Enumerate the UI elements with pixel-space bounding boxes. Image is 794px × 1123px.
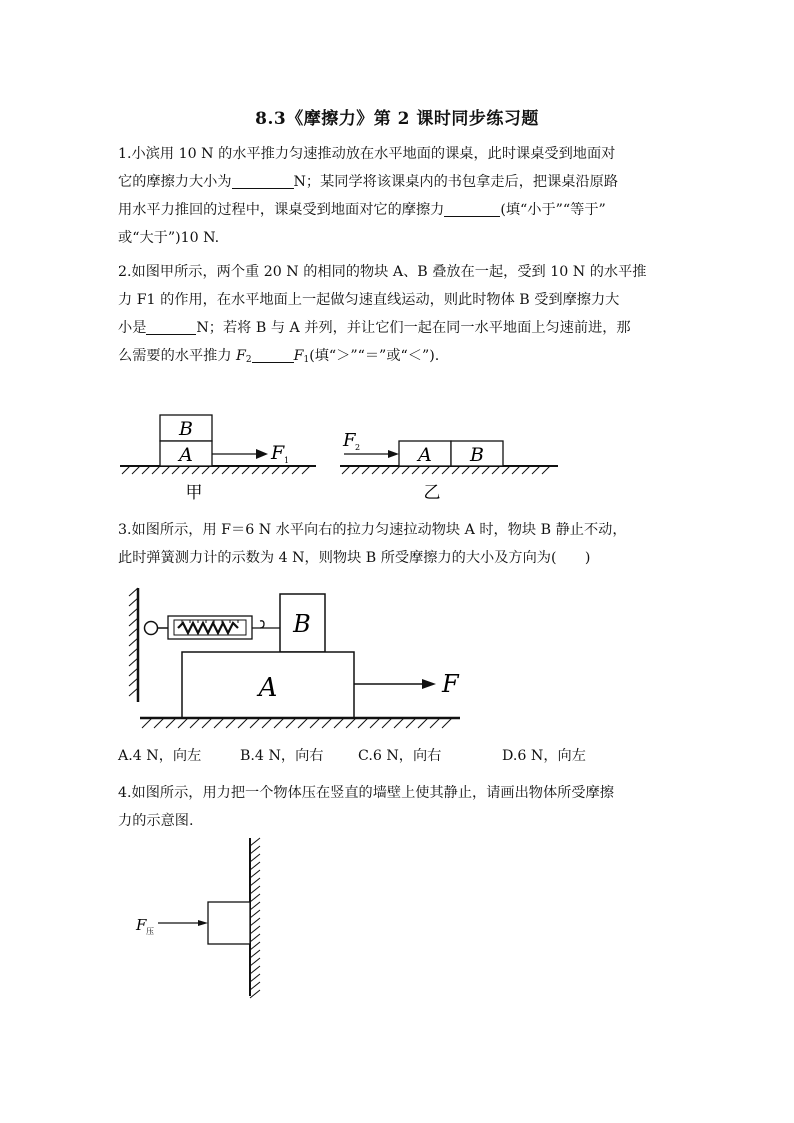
q1-line-2: 它的摩擦力大小为 N；某同学将该课桌内的书包拿走后，把课桌沿原路 — [118, 174, 619, 190]
q1-blank-2[interactable] — [444, 200, 500, 217]
ground-hatching — [120, 466, 316, 474]
q2-blank-1[interactable] — [146, 318, 196, 335]
q3-line-1: 3.如图所示，用 F＝6 N 水平向右的拉力匀速拉动物块 A 时，物块 B 静止不动， — [118, 522, 627, 538]
q1-line-3: 用水平力推回的过程中，课桌受到地面对它的摩擦力 (填“小于”“等于” — [118, 202, 606, 218]
page-title: 8.3《摩擦力》第 2 课时同步练习题 — [255, 109, 539, 129]
press-force-arrowhead — [198, 920, 208, 926]
q2-blank-2[interactable] — [252, 346, 294, 363]
block-b-label: B — [179, 418, 193, 440]
option-a[interactable]: A.4 N，向左 — [118, 748, 202, 764]
figure-jia-caption: 甲 — [185, 483, 203, 503]
force-f1-subscript: 1 — [284, 456, 290, 465]
block-a-label: A — [258, 673, 278, 703]
q3-line-2: 此时弹簧测力计的示数为 4 N，则物块 B 所受摩擦力的大小及方向为( ) — [118, 550, 591, 566]
wall-hatching — [129, 588, 138, 702]
force-f2-subscript: 2 — [355, 443, 361, 452]
question-3 — [118, 516, 678, 572]
figure-jia — [118, 408, 318, 504]
block-a-label: A — [179, 444, 193, 466]
force-f1-label: F — [271, 442, 285, 464]
force-f-arrowhead — [422, 679, 436, 689]
q2-line-3: 小是 N；若将 B 与 A 并列，并让它们一起在同一水平地面上匀速前进，那 — [118, 320, 631, 336]
q1-line-4: 或“大于”)10 N. — [118, 230, 220, 246]
question-2 — [118, 258, 678, 374]
force-f1-arrowhead — [256, 449, 268, 459]
question-4 — [118, 779, 678, 835]
answer-options — [118, 745, 678, 769]
q2-line-2: 力 F1 的作用，在水平地面上一起做匀速直线运动，则此时物体 B 受到摩擦力大 — [118, 292, 620, 308]
spring-ring — [145, 622, 158, 635]
pressed-object — [208, 902, 250, 944]
question-1 — [118, 140, 678, 252]
option-b[interactable]: B.4 N，向右 — [240, 748, 324, 764]
force-f2-arrowhead — [388, 450, 399, 458]
q2-line-1: 2.如图甲所示，两个重 20 N 的相同的物块 A、B 叠放在一起，受到 10 N 的水平推 — [118, 264, 647, 280]
figure-spring-scale — [126, 584, 466, 734]
q1-line-1: 1.小滨用 10 N 的水平推力匀速推动放在水平地面的课桌，此时课桌受到地面对 — [118, 146, 616, 162]
spring-hook — [252, 621, 264, 628]
wall-hatching — [250, 838, 260, 998]
option-d[interactable]: D.6 N，向左 — [502, 748, 586, 764]
spring-scale — [168, 616, 252, 639]
option-c[interactable]: C.6 N，向右 — [358, 748, 442, 764]
block-b-label: B — [470, 444, 484, 466]
force-f-label: F — [442, 670, 459, 698]
ground-hatching — [340, 466, 558, 474]
q4-line-1: 4.如图所示，用力把一个物体压在竖直的墙壁上使其静止，请画出物体所受摩擦 — [118, 785, 614, 801]
q1-blank-1[interactable] — [232, 172, 294, 189]
q4-line-2: 力的示意图. — [118, 813, 194, 829]
press-force-label: F — [136, 916, 147, 934]
block-b-label: B — [293, 610, 311, 638]
figure-wall-press — [134, 836, 274, 1002]
figure-yi-caption: 乙 — [423, 483, 441, 503]
block-a-label: A — [418, 444, 432, 466]
figure-yi — [338, 422, 564, 504]
press-force-subscript: 压 — [146, 927, 154, 936]
ground-hatching — [140, 718, 460, 728]
q2-line-4: 么需要的水平推力 $F_2$ $F_1$(填“＞”“＝”或“＜”). — [118, 348, 440, 365]
force-f2-label: F — [343, 430, 356, 451]
